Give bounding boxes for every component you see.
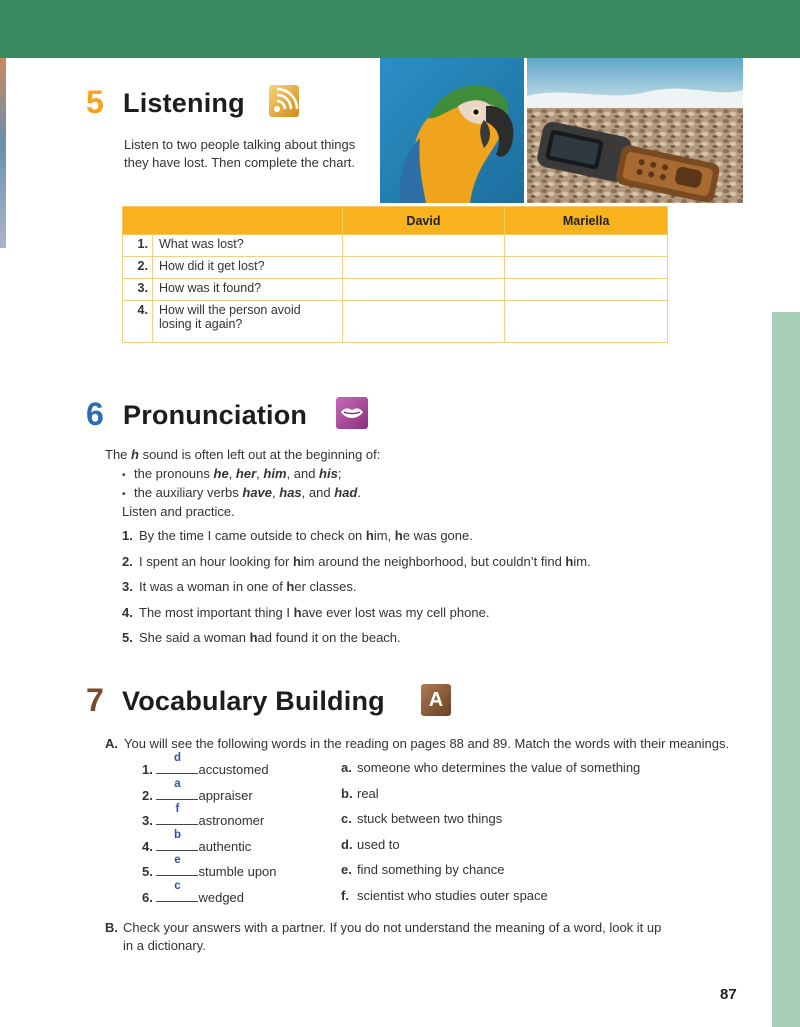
sentence-text: im, bbox=[373, 528, 395, 543]
chart-cell-david[interactable] bbox=[342, 301, 505, 343]
sentence-text: ave ever lost was my cell phone. bbox=[301, 605, 490, 620]
meaning-text: scientist who studies outer space bbox=[357, 888, 548, 903]
meaning-text: real bbox=[357, 786, 379, 801]
sentence-text: e was gone. bbox=[402, 528, 473, 543]
bullet-word: him bbox=[263, 466, 287, 481]
chart-row-number: 3. bbox=[123, 279, 153, 301]
pronunciation-intro bbox=[105, 446, 380, 464]
part-b-line-2: in a dictionary. bbox=[123, 938, 206, 953]
chart-row bbox=[123, 257, 668, 279]
answer-letter: a bbox=[174, 778, 181, 790]
sentence-number: 2. bbox=[122, 554, 133, 569]
list-item bbox=[142, 880, 245, 905]
vocab-word: stumble upon bbox=[198, 864, 277, 879]
item-number: 2. bbox=[142, 788, 153, 803]
chart-row-number: 4. bbox=[123, 301, 153, 343]
bullet-text: the auxiliary verbs bbox=[134, 485, 243, 500]
answer-blank[interactable] bbox=[156, 854, 198, 876]
bullet-text: , and bbox=[301, 485, 335, 500]
bullet-text: , and bbox=[286, 466, 320, 481]
meaning-letter: a. bbox=[341, 760, 352, 775]
listening-section-number: 5 bbox=[86, 84, 104, 120]
sentence-h: h bbox=[249, 630, 258, 645]
meaning-letter: b. bbox=[341, 786, 353, 801]
listening-title: Listening bbox=[123, 88, 245, 118]
answer-letter: d bbox=[173, 752, 181, 764]
bullet-text: the pronouns bbox=[134, 466, 214, 481]
chart-row-question bbox=[152, 301, 342, 343]
meaning-letter: d. bbox=[341, 837, 353, 852]
letter-a-icon-glyph: A bbox=[428, 689, 444, 711]
intro-text-part: The bbox=[105, 447, 132, 462]
bullet-icon: • bbox=[122, 470, 126, 481]
vocab-word: appraiser bbox=[198, 788, 253, 803]
chart-header-mariella: Mariella bbox=[505, 207, 668, 235]
sentence-h: h bbox=[365, 528, 374, 543]
intro-text-part: sound is often left out at the beginning of: bbox=[138, 447, 381, 462]
list-item bbox=[142, 803, 265, 828]
bullet-text: ; bbox=[337, 466, 342, 481]
chart-cell-mariella[interactable] bbox=[505, 279, 668, 301]
list-item bbox=[122, 579, 357, 594]
listening-chart bbox=[122, 206, 668, 343]
vocab-word: authentic bbox=[198, 839, 252, 854]
chart-cell-david[interactable] bbox=[342, 257, 505, 279]
list-item bbox=[122, 605, 489, 620]
sentence-text: She said a woman bbox=[139, 630, 250, 645]
answer-blank[interactable] bbox=[156, 778, 198, 800]
sentence-text: im. bbox=[573, 554, 591, 569]
list-item bbox=[341, 786, 379, 801]
left-page-edge-image bbox=[0, 58, 6, 248]
chart-row bbox=[123, 279, 668, 301]
vocab-word: accustomed bbox=[198, 762, 269, 777]
vocabulary-part-b bbox=[105, 919, 661, 955]
chart-row-number: 1. bbox=[123, 235, 153, 257]
meaning-text: stuck between two things bbox=[357, 811, 503, 826]
bullet-word: his bbox=[319, 466, 338, 481]
bullet-word: he bbox=[213, 466, 229, 481]
page-number: 87 bbox=[720, 986, 737, 1003]
chart-row-question: How was it found? bbox=[152, 279, 342, 301]
sentence-h: h bbox=[565, 554, 574, 569]
part-b-text: Check your answers with a partner. If you do not understand the meaning of a word, look it up bbox=[123, 920, 662, 935]
answer-blank[interactable] bbox=[156, 829, 198, 851]
pronunciation-bullet-2 bbox=[122, 484, 361, 504]
list-item bbox=[122, 554, 591, 569]
bullet-text: , bbox=[256, 466, 264, 481]
chart-cell-david[interactable] bbox=[342, 235, 505, 257]
meaning-text: used to bbox=[357, 837, 400, 852]
chart-cell-mariella[interactable] bbox=[505, 257, 668, 279]
item-number: 1. bbox=[142, 762, 153, 777]
item-number: 6. bbox=[142, 890, 153, 905]
item-number: 5. bbox=[142, 864, 153, 879]
pronunciation-bullet-1 bbox=[122, 465, 341, 485]
listening-instructions-line-2: they have lost. Then complete the chart. bbox=[124, 155, 356, 170]
chart-header-row bbox=[123, 207, 668, 235]
bullet-word: have bbox=[242, 485, 273, 500]
list-item bbox=[341, 862, 504, 877]
meaning-text: find something by chance bbox=[357, 862, 505, 877]
bullet-icon: • bbox=[122, 489, 126, 500]
list-item bbox=[341, 811, 502, 826]
chart-cell-mariella[interactable] bbox=[505, 301, 668, 343]
answer-blank[interactable] bbox=[156, 752, 198, 774]
item-number: 3. bbox=[142, 813, 153, 828]
answer-blank[interactable] bbox=[156, 803, 198, 825]
sentence-text: The most important thing I bbox=[139, 605, 294, 620]
bullet-text: . bbox=[357, 485, 361, 500]
part-a-label: A. bbox=[105, 736, 118, 751]
sentence-h: h bbox=[394, 528, 403, 543]
sentence-text: ad found it on the beach. bbox=[257, 630, 401, 645]
sentence-h: h bbox=[292, 554, 301, 569]
listening-instructions bbox=[124, 136, 355, 172]
vocabulary-part-a bbox=[105, 735, 729, 753]
sentence-number: 4. bbox=[122, 605, 133, 620]
chart-row bbox=[123, 235, 668, 257]
list-item bbox=[142, 854, 277, 879]
vocab-word: astronomer bbox=[198, 813, 265, 828]
list-item bbox=[122, 528, 473, 543]
parrot-photo bbox=[380, 58, 524, 203]
list-item bbox=[142, 752, 269, 777]
chart-row-question-line-2: losing it again? bbox=[158, 317, 243, 331]
sentence-text: It was a woman in one of bbox=[139, 579, 287, 594]
pronunciation-section-number: 6 bbox=[86, 396, 104, 432]
chart-row-number: 2. bbox=[123, 257, 153, 279]
pronunciation-title: Pronunciation bbox=[123, 400, 308, 430]
bullet-word: her bbox=[235, 466, 257, 481]
cell-phone-on-beach-photo bbox=[527, 58, 743, 203]
list-item bbox=[341, 760, 640, 775]
sentence-h: h bbox=[293, 605, 302, 620]
pronunciation-practice: Listen and practice. bbox=[122, 504, 235, 519]
meaning-letter: c. bbox=[341, 811, 352, 826]
bullet-word: had bbox=[334, 485, 358, 500]
list-item bbox=[341, 837, 400, 852]
chart-row bbox=[123, 301, 668, 343]
answer-letter: b bbox=[173, 829, 181, 841]
bullet-text: , bbox=[228, 466, 236, 481]
right-margin-tab bbox=[772, 312, 800, 1027]
list-item bbox=[142, 829, 252, 854]
bullet-text: , bbox=[272, 485, 280, 500]
listening-instructions-line-1: Listen to two people talking about things bbox=[124, 137, 356, 152]
sentence-text: er classes. bbox=[294, 579, 357, 594]
answer-letter: c bbox=[174, 880, 181, 892]
chart-row-question-line-1: How will the person avoid bbox=[158, 303, 301, 317]
chart-header-blank bbox=[123, 207, 343, 235]
vocab-word: wedged bbox=[198, 890, 245, 905]
list-item bbox=[142, 778, 253, 803]
sentence-number: 5. bbox=[122, 630, 133, 645]
sentence-text: I spent an hour looking for bbox=[139, 554, 293, 569]
item-number: 4. bbox=[142, 839, 153, 854]
sentence-h: h bbox=[286, 579, 295, 594]
chart-cell-david[interactable] bbox=[342, 279, 505, 301]
sentence-text: By the time I came outside to check on bbox=[139, 528, 366, 543]
bullet-word: has bbox=[279, 485, 302, 500]
chart-row-question: How did it get lost? bbox=[152, 257, 342, 279]
part-b-label: B. bbox=[105, 920, 118, 935]
answer-blank[interactable] bbox=[156, 880, 198, 902]
lips-icon bbox=[336, 397, 368, 429]
part-a-text: You will see the following words in the reading on pages 88 and 89. Match the words with their meanings. bbox=[124, 736, 730, 751]
audio-icon bbox=[269, 85, 299, 117]
vocabulary-title: Vocabulary Building bbox=[122, 686, 385, 716]
sentence-number: 1. bbox=[122, 528, 133, 543]
meaning-letter: f. bbox=[341, 888, 349, 903]
sentence-text: im around the neighborhood, but couldn’t find bbox=[300, 554, 566, 569]
list-item bbox=[122, 630, 401, 645]
chart-cell-mariella[interactable] bbox=[505, 235, 668, 257]
answer-letter: f bbox=[175, 803, 180, 815]
list-item bbox=[341, 888, 548, 903]
letter-a-icon bbox=[421, 684, 451, 716]
meaning-letter: e. bbox=[341, 862, 352, 877]
vocabulary-section-number: 7 bbox=[86, 682, 104, 718]
chart-header-david: David bbox=[342, 207, 505, 235]
sentence-number: 3. bbox=[122, 579, 133, 594]
part-b-line-1 bbox=[105, 919, 661, 937]
intro-h-letter: h bbox=[131, 447, 139, 462]
top-color-band bbox=[0, 0, 800, 58]
meaning-text: someone who determines the value of something bbox=[357, 760, 641, 775]
answer-letter: e bbox=[174, 854, 181, 866]
chart-row-question: What was lost? bbox=[152, 235, 342, 257]
